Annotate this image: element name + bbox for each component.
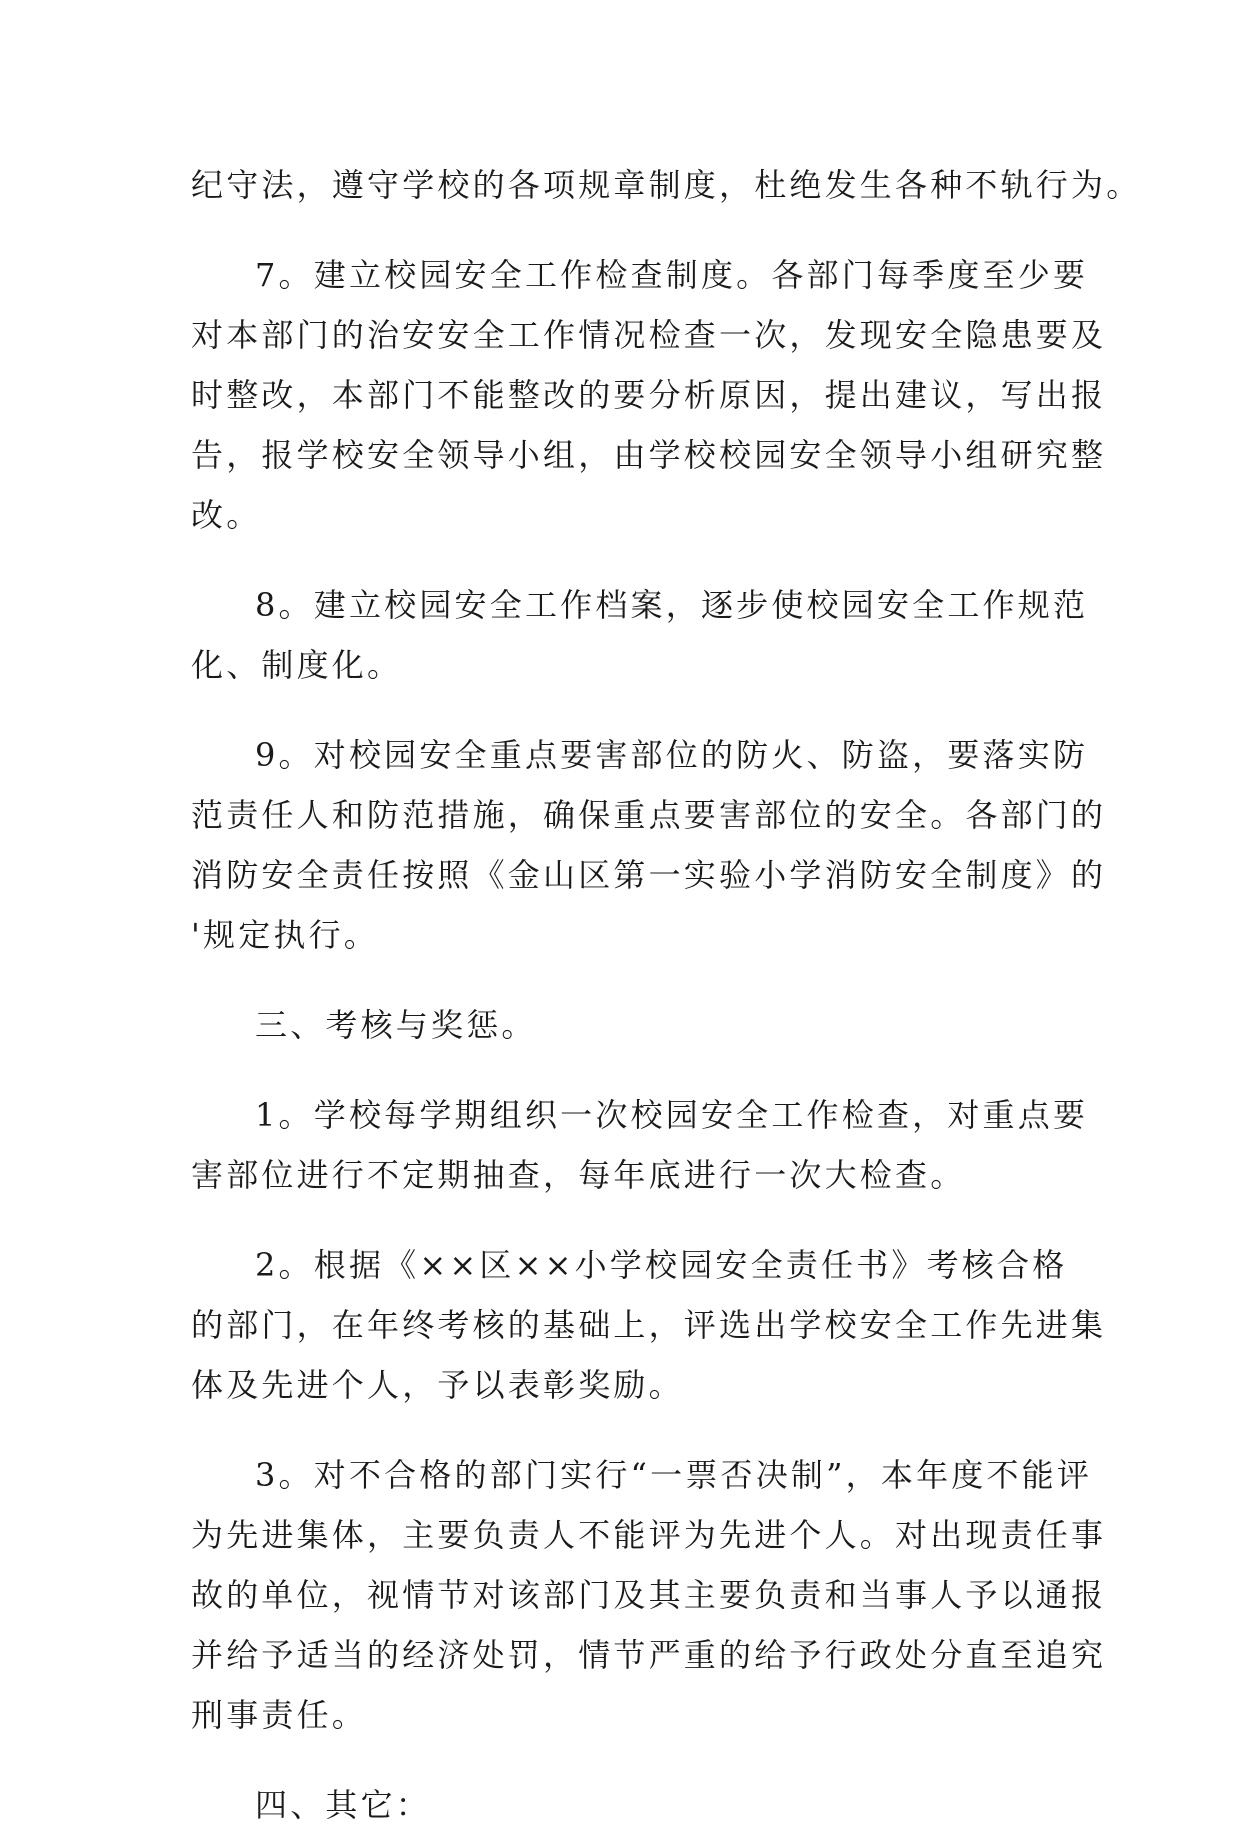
section-heading: 三、考核与奖惩。 [255, 1006, 537, 1044]
text-line: 8。建立校园安全工作档案，逐步使校园安全工作规范 [255, 586, 1089, 624]
section-heading: 四、其它： [255, 1786, 432, 1824]
text-line: 2。根据《××区××小学校园安全责任书》考核合格 [255, 1246, 1068, 1284]
text-line: 告，报学校安全领导小组，由学校校园安全领导小组研究整 [191, 436, 1107, 474]
paragraph-assessment-3 [191, 1445, 1107, 1745]
paragraph-item-7 [191, 245, 1107, 545]
text-line: 化、制度化。 [191, 646, 403, 684]
text-line: 7。建立校园安全工作检查制度。各部门每季度至少要 [255, 256, 1089, 294]
paragraph-item-8 [191, 575, 1089, 695]
text-line: 时整改，本部门不能整改的要分析原因，提出建议，写出报 [191, 376, 1107, 414]
text-line: 纪守法，遵守学校的各项规章制度，杜绝发生各种不轨行为。 [191, 166, 1142, 204]
section-heading-4 [191, 1775, 1051, 1835]
text-line: 范责任人和防范措施，确保重点要害部位的安全。各部门的 [191, 796, 1107, 834]
text-line: 并给予适当的经济处罚，情节严重的给予行政处分直至追究 [191, 1636, 1107, 1674]
text-line: 3。对不合格的部门实行“一票否决制”，本年度不能评 [255, 1456, 1093, 1494]
text-line: 体及先进个人，予以表彰奖励。 [191, 1366, 684, 1404]
text-line: 改。 [191, 496, 262, 534]
paragraph-continuation [191, 155, 1142, 215]
text-line: 对本部门的治安安全工作情况检查一次，发现安全隐患要及 [191, 316, 1107, 354]
paragraph-item-9 [191, 725, 1107, 965]
text-line: 害部位进行不定期抽查，每年底进行一次大检查。 [191, 1156, 966, 1194]
document-body [191, 155, 1142, 1835]
section-heading-3 [191, 995, 1051, 1055]
text-line: 的部门，在年终考核的基础上，评选出学校安全工作先进集 [191, 1306, 1107, 1344]
paragraph-assessment-1 [191, 1085, 1089, 1205]
text-line: 1。学校每学期组织一次校园安全工作检查，对重点要 [255, 1096, 1089, 1134]
text-line: 为先进集体，主要负责人不能评为先进个人。对出现责任事 [191, 1516, 1107, 1554]
paragraph-assessment-2 [191, 1235, 1107, 1415]
text-line: 故的单位，视情节对该部门及其主要负责和当事人予以通报 [191, 1576, 1107, 1614]
text-line: 消防安全责任按照《金山区第一实验小学消防安全制度》的 [191, 856, 1107, 894]
text-line: 刑事责任。 [191, 1696, 368, 1734]
text-line: 9。对校园安全重点要害部位的防火、防盗，要落实防 [255, 736, 1089, 774]
text-line: '规定执行。 [191, 916, 379, 954]
